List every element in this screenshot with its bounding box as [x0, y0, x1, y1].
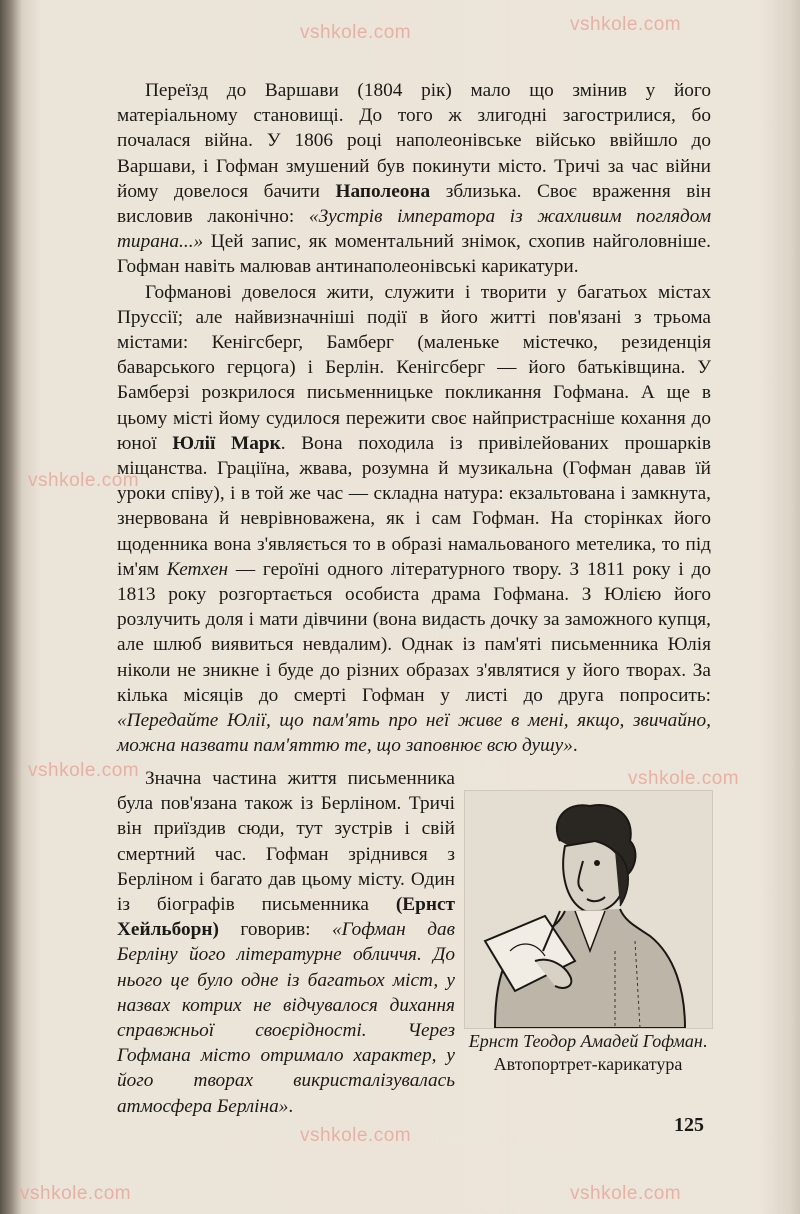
watermark: vshkole.com: [570, 14, 682, 35]
column-text: [117, 766, 455, 1119]
quote-berlin: «Гофман дав Берліну його літературне обличчя. До нього це було одне із багатьох міст, у назвах котрих не відчувалося дихання справжньої своєрідності. Через Гофмана місто отримало характер, у його творах викристалізувалась атмосфера Берліна»: [117, 919, 455, 1117]
self-portrait-caricature: [464, 790, 713, 1029]
caption-description: . Автопортрет-карикатура: [493, 1031, 708, 1074]
quote-napoleon: «Зустрів імператора із жахливим поглядом тирана...»: [117, 206, 711, 253]
italic-kethen: Кетхен: [166, 558, 229, 580]
paragraph-3: Значна частина життя письменника була пов'язана також із Берліном. Тричі він приїздив сюди, тут зустрів і свій смертний час. Гофман зріднився з Берліном і багато дав цьому місту. Один із біографів письменника (Ернст Хейльборн) говорив: «Гофман дав Берліну його літературне обличчя. До нього це було одне із багатьох міст, у назвах котрих не відчувалося дихання справжньої своєрідності. Через Гофмана місто отримало характер, у його творах викристалізувалась атмосфера Берліна».: [117, 768, 455, 1117]
watermark: vshkole.com: [28, 470, 140, 491]
watermark: vshkole.com: [570, 1183, 682, 1204]
figure-caption: [462, 1030, 714, 1076]
caption-name: Ернст Теодор Амадей Гофман: [468, 1031, 703, 1051]
main-text: [117, 78, 711, 758]
bold-name-heilborn: (Ернст Хейльборн): [117, 894, 455, 941]
watermark: vshkole.com: [28, 760, 140, 781]
portrait-drawing: [465, 791, 712, 1028]
bold-name-julia-mark: Юлії Марк: [172, 432, 281, 454]
bold-name-napoleon: Наполеона: [335, 180, 431, 202]
watermark: vshkole.com: [628, 768, 740, 789]
paragraph-1: Переїзд до Варшави (1804 рік) мало що змінив у його матеріальному становищі. До того ж злигодні загострилися, бо почалася війна. У 1806 році наполеонівське військо ввійшло до Варшави, і Гофман змушений був покинути місто. Тричі за час війни йому довелося бачити Наполеона зблизька. Своє враження він висловив лаконічно: «Зустрів імператора із жахливим поглядом тирана...» Цей запис, як моментальний знімок, схопив найголовніше. Гофман навіть малював антинаполеонівські карикатури.: [117, 80, 711, 278]
watermark: vshkole.com: [300, 22, 412, 43]
watermark: vshkole.com: [300, 1125, 412, 1146]
quote-julia: «Передайте Юлії, що пам'ять про неї живе в мені, якщо, звичайно, можна назвати пам'яттю те, що заповнює всю душу»: [117, 710, 711, 757]
page-number: 125: [674, 1114, 704, 1136]
watermark: vshkole.com: [20, 1183, 132, 1204]
paragraph-2: Гофманові довелося жити, служити і творити у багатьох містах Пруссії; але найвизначніші події в його житті пов'язані з трьома містами: Кенігсберг, Бамберг (маленьке містечко, резиденція баварського герцога) і Берлін. Кенігсберг — його батьківщина. У Бамберзі розкрилося письменницьке покликання Гофмана. А ще в цьому місті йому судилося пережити своє найпристрасніше кохання до юної Юлії Марк. Вона походила із привілейованих прошарків міщанства. Граціїна, жвава, розумна й музикальна (Гофман давав їй уроки співу), і в той же час — складна натура: екзальтована і замкнута, знервована й неврівноважена, як і сам Гофман. На сторінках його щоденника вона з'являється то в образі намальованого метелика, то під ім'ям Кетхен — героїні одного літературного твору. З 1811 року і до 1813 року розгортається особиста драма Гофмана. З Юлією його розлучить доля і мати дівчини (вона видасть дочку за заможного купця, але шлюб виявиться невдалим). Однак із пам'яті письменника Юлія ніколи не зникне і буде до різних образах з'являтися у його творах. За кілька місяців до смерті Гофман у листі до друга попросить: «Передайте Юлії, що пам'ять про неї живе в мені, якщо, звичайно, можна назвати пам'яттю те, що заповнює всю душу».: [117, 281, 712, 757]
